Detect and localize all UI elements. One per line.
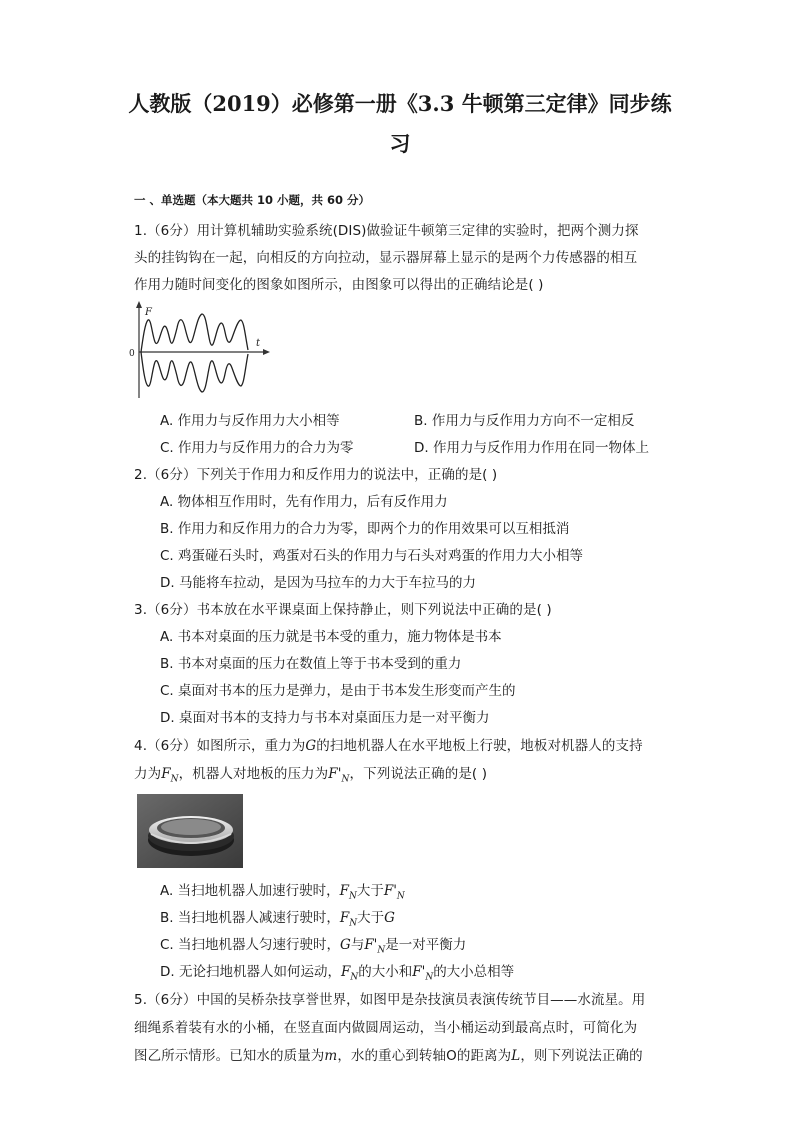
graph-x-label: t <box>256 338 261 349</box>
q1-option-d[interactable]: D. 作用力与反作用力作用在同一物体上 <box>414 440 649 456</box>
q5-symbol-l: L <box>511 1048 521 1064</box>
q1-option-c[interactable]: C. 作用力与反作用力的合力为零 <box>160 440 354 456</box>
x-axis-arrow <box>263 349 270 355</box>
q3-option-d[interactable]: D. 桌面对书本的支持力与书本对桌面压力是一对平衡力 <box>160 710 490 726</box>
q4-stem-text-d: ，机器人对地板的压力为 <box>178 766 329 782</box>
q4-stem-text-a: 4.（6分）如图所示，重力为 <box>134 738 306 754</box>
q1-option-a[interactable]: A. 作用力与反作用力大小相等 <box>160 413 340 429</box>
q2-option-c[interactable]: C. 鸡蛋碰石头时，鸡蛋对石头的作用力与石头对鸡蛋的作用力大小相等 <box>160 548 584 564</box>
q1-stem-line1: 1.（6分）用计算机辅助实验系统(DIS)做验证牛顿第三定律的实验时，把两个测力探 <box>134 223 639 239</box>
graph-y-label: F <box>145 307 152 318</box>
q4-stem-text-e: ，下列说法正确的是( ) <box>349 766 488 782</box>
q2-option-a[interactable]: A. 物体相互作用时，先有作用力，后有反作用力 <box>160 494 448 510</box>
q4-symbol-g: G <box>305 738 317 754</box>
q4-symbol-fn: $F_N$ <box>161 766 179 785</box>
force-time-graph <box>128 298 278 400</box>
q4-stem-line1 <box>134 734 664 754</box>
graph-origin-label: 0 <box>129 349 135 359</box>
q2-option-b[interactable]: B. 作用力和反作用力的合力为零，即两个力的作用效果可以互相抵消 <box>160 521 570 537</box>
q3-stem: 3.（6分）书本放在水平课桌面上保持静止，则下列说法中正确的是( ) <box>134 602 552 618</box>
force-curve-upper <box>141 314 248 352</box>
q1-option-b[interactable]: B. 作用力与反作用力方向不一定相反 <box>414 413 635 429</box>
section-heading: 一 、单选题（本大题共 10 小题，共 60 分） <box>134 193 371 207</box>
y-axis-arrow <box>136 301 142 308</box>
q1-stem-line2: 头的挂钩钩在一起，向相反的方向拉动，显示器屏幕上显示的是两个力传感器的相互 <box>134 250 638 266</box>
q4-option-c[interactable]: C. 当扫地机器人匀速行驶时，G与$F'_N$是一对平衡力 <box>160 937 467 956</box>
q4-stem-text-c: 力为 <box>134 766 162 782</box>
q3-option-b[interactable]: B. 书本对桌面的压力在数值上等于书本受到的重力 <box>160 656 462 672</box>
q4-option-d[interactable]: D. 无论扫地机器人如何运动，$F_N$的大小和$F'_N$的大小总相等 <box>160 964 515 983</box>
q5-stem-line2: 细绳系着装有水的小桶，在竖直面内做圆周运动，当小桶运动到最高点时，可简化为 <box>134 1020 638 1036</box>
q3-option-c[interactable]: C. 桌面对书本的压力是弹力，是由于书本发生形变而产生的 <box>160 683 516 699</box>
q5-symbol-m: m <box>324 1048 338 1064</box>
q4-option-a[interactable]: A. 当扫地机器人加速行驶时，$F_N$大于$F'_N$ <box>160 883 405 902</box>
robot-vacuum-photo <box>137 794 243 868</box>
doc-title: 人教版（2019）必修第一册《3.3 牛顿第三定律》同步练 <box>128 91 672 116</box>
q5-stem-line3: 图乙所示情形。已知水的质量为m，水的重心到转轴O的距离为L，则下列说法正确的 <box>134 1048 643 1064</box>
q4-stem-text-b: 的扫地机器人在水平地板上行驶，地板对机器人的支持 <box>316 738 643 754</box>
q5-stem-line1: 5.（6分）中国的吴桥杂技享誉世界，如图甲是杂技演员表演传统节目——水流星。用 <box>134 992 646 1008</box>
q3-option-a[interactable]: A. 书本对桌面的压力就是书本受的重力，施力物体是书本 <box>160 629 502 645</box>
q2-option-d[interactable]: D. 马能将车拉动，是因为马拉车的力大于车拉马的力 <box>160 575 476 591</box>
q4-symbol-fpn: $F'_N$ <box>328 766 350 785</box>
q2-stem: 2.（6分）下列关于作用力和反作用力的说法中，正确的是( ) <box>134 467 498 483</box>
q4-stem-line2 <box>134 762 664 785</box>
q1-stem-line3: 作用力随时间变化的图象如图所示，由图象可以得出的正确结论是( ) <box>134 277 544 293</box>
doc-title-continued: 习 <box>389 131 411 156</box>
q4-option-b[interactable]: B. 当扫地机器人减速行驶时，$F_N$大于G <box>160 910 395 929</box>
force-curve-lower <box>141 352 248 392</box>
